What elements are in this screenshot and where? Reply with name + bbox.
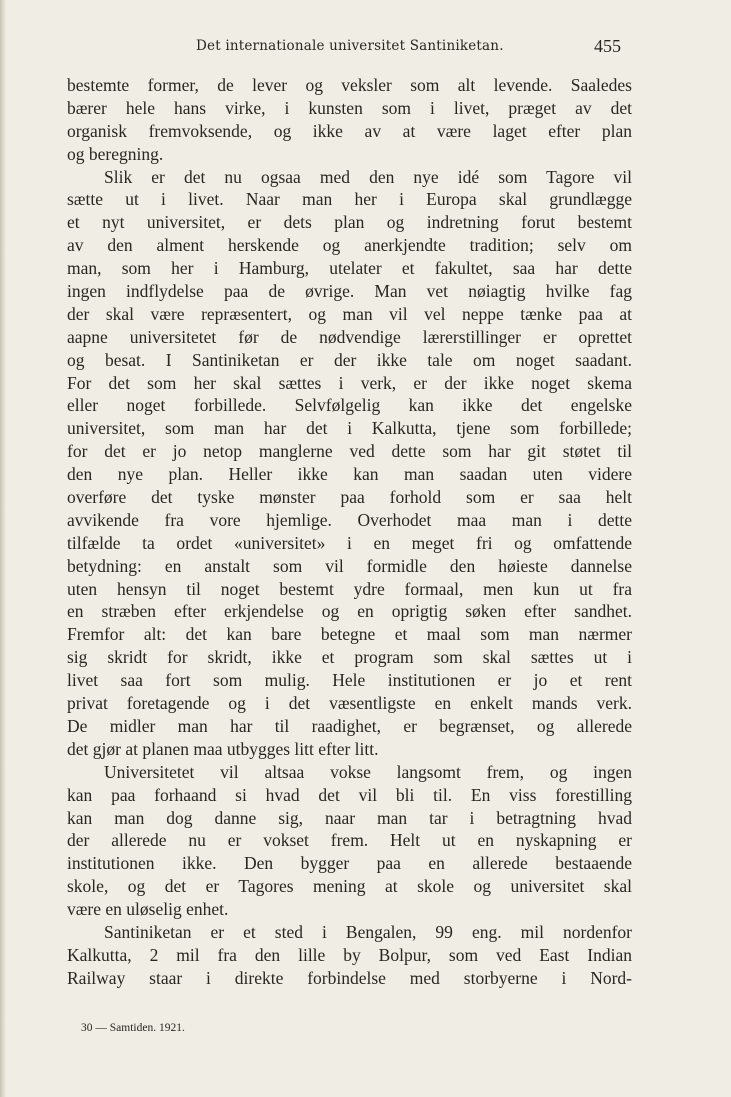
text-line: sig skridt for skridt, ikke et program som skal sættes ut i xyxy=(67,647,632,668)
text-line: der skal være repræsentert, og man vil vel neppe tænke paa at xyxy=(67,303,632,324)
text-line: den nye plan. Heller ikke kan man saadan uten videre xyxy=(67,464,632,485)
text-line: For det som her skal sættes i verk, er der ikke noget skema xyxy=(67,372,632,393)
text-line: Kalkutta, 2 mil fra den lille by Bolpur, som ved East Indian xyxy=(67,944,632,965)
text-line: Universitetet vil altsaa vokse langsomt frem, og ingen xyxy=(104,761,632,782)
text-line: privat foretagende og i det væsentligste en enkelt mands verk. xyxy=(67,693,632,714)
text-line: livet saa fort som mulig. Hele institutionen er jo et rent xyxy=(67,670,632,691)
text-line: der allerede nu er vokset frem. Helt ut en nyskapning er xyxy=(67,830,632,851)
text-line: for det er jo netop manglerne ved dette som har git støtet til xyxy=(67,441,632,462)
text-line: uten hensyn til noget bestemt ydre formaal, men kun ut fra xyxy=(67,578,632,599)
text-line: aapne universitetet før de nødvendige lærerstillinger er oprettet xyxy=(67,326,632,347)
text-line: avvikende fra vore hjemlige. Overhodet maa man i dette xyxy=(67,509,632,530)
text-line: institutionen ikke. Den bygger paa en allerede bestaaende xyxy=(67,853,632,874)
text-line: bestemte former, de lever og veksler som alt levende. Saaledes xyxy=(67,75,632,95)
page-number: 455 xyxy=(594,36,621,56)
text-line: et nyt universitet, er dets plan og indretning forut bestemt xyxy=(67,212,632,233)
text-line: overføre det tyske mønster paa forhold som er saa helt xyxy=(67,487,632,508)
text-line: man, som her i Hamburg, utelater et fakultet, saa har dette xyxy=(67,258,632,279)
text-line: bærer hele hans virke, i kunsten som i livet, præget av det xyxy=(67,97,632,118)
text-line: Santiniketan er et sted i Bengalen, 99 eng. mil nordenfor xyxy=(104,921,632,942)
page-edge-shadow xyxy=(0,0,6,1097)
text-line: betydning: en anstalt som vil formidle den høieste dannelse xyxy=(67,555,632,576)
text-line: være en uløselig enhet. xyxy=(67,899,229,920)
text-line: og besat. I Santiniketan er der ikke tale om noget saadant. xyxy=(67,349,632,370)
text-line: en stræben efter erkjendelse og en oprigtig søken efter sandhet. xyxy=(67,601,632,622)
text-line: Slik er det nu ogsaa med den nye idé som Tagore vil xyxy=(104,166,632,187)
printer-signature: 30 — Samtiden. 1921. xyxy=(81,1022,185,1034)
text-line: det gjør at planen maa utbygges litt efter litt. xyxy=(67,738,379,759)
text-line: Railway staar i direkte forbindelse med storbyerne i Nord- xyxy=(67,967,632,988)
body-text xyxy=(67,74,632,990)
text-line: skole, og det er Tagores mening at skole og universitet skal xyxy=(67,876,632,897)
running-head-title: Det internationale universitet Santiniketan. xyxy=(196,38,504,54)
text-line: kan paa forhaand si hvad det vil bli til. En viss forestilling xyxy=(67,784,632,805)
text-line: av den alment herskende og anerkjendte tradition; selv om xyxy=(67,235,632,256)
text-line: eller noget forbillede. Selvfølgelig kan ikke det engelske xyxy=(67,395,632,416)
text-line: universitet, som man har det i Kalkutta, tjene som forbillede; xyxy=(67,418,632,439)
text-line: kan man dog danne sig, naar man tar i betragtning hvad xyxy=(67,807,632,828)
text-line: De midler man har til raadighet, er begrænset, og allerede xyxy=(67,715,632,736)
text-line: Fremfor alt: det kan bare betegne et maal som man nærmer xyxy=(67,624,632,645)
text-line: og beregning. xyxy=(67,143,164,164)
text-line: organisk fremvoksende, og ikke av at være laget efter plan xyxy=(67,120,632,141)
text-line: tilfælde ta ordet «universitet» i en meget fri og omfattende xyxy=(67,532,632,553)
text-line: sætte ut i livet. Naar man her i Europa skal grundlægge xyxy=(67,189,632,210)
text-line: ingen indflydelse paa de øvrige. Man vet nøiagtig hvilke fag xyxy=(67,281,632,302)
